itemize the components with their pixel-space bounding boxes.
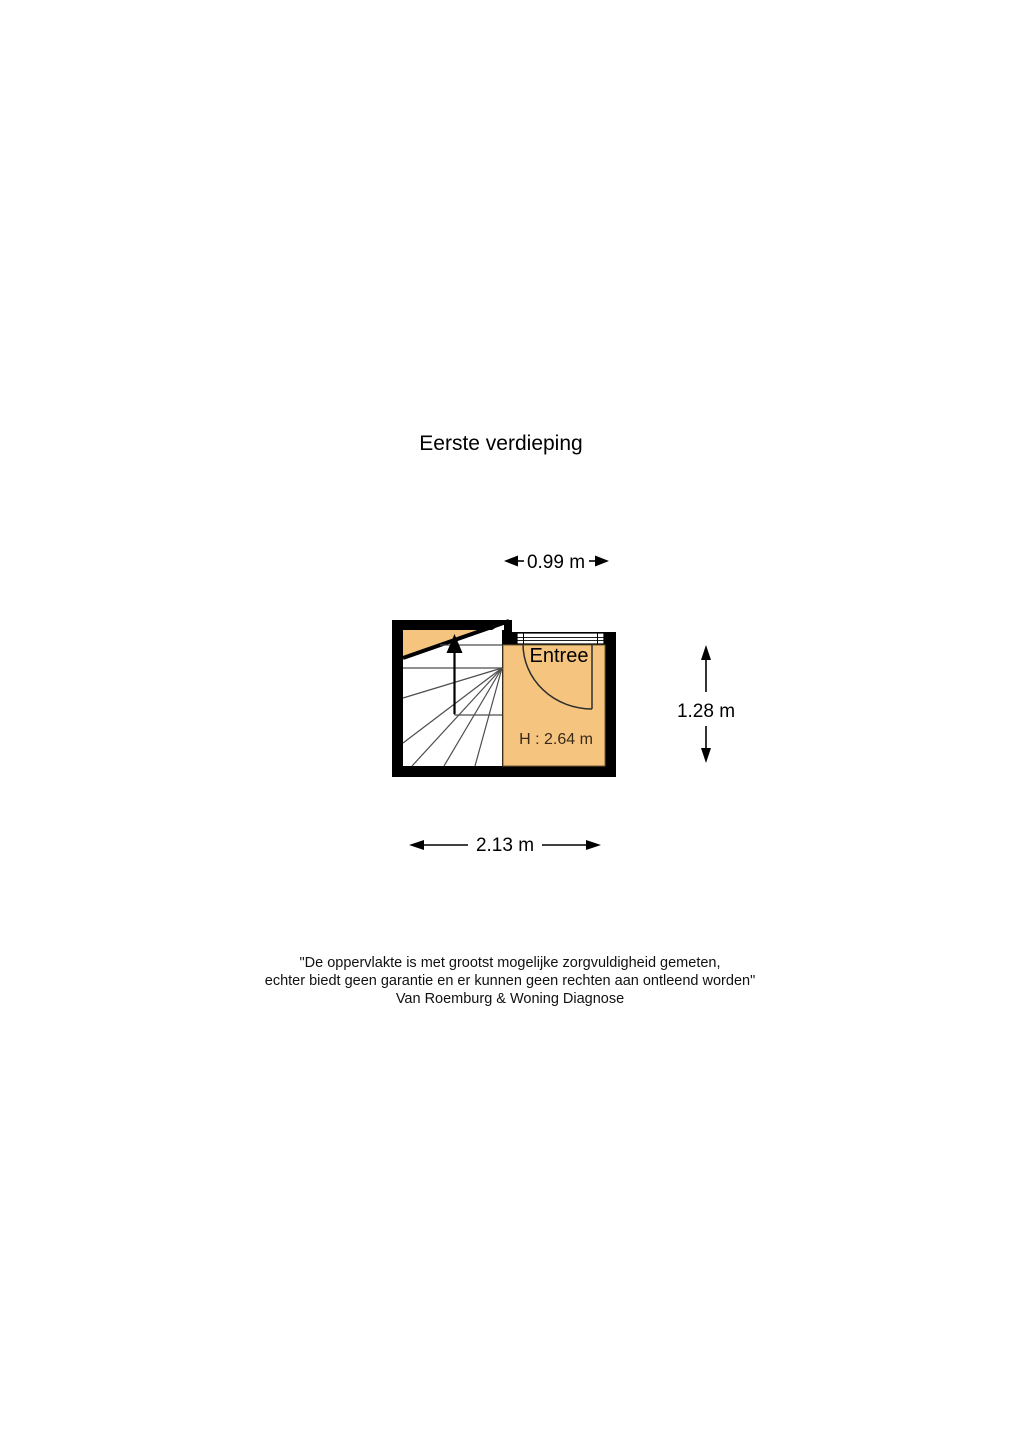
- ceiling-height-label: H : 2.64 m: [519, 731, 593, 748]
- dim-arrow-down-icon: [701, 748, 711, 763]
- dimension-right: [677, 645, 735, 763]
- dimension-top: [504, 552, 609, 573]
- floorplan-drawing: [392, 620, 616, 777]
- disclaimer-line-1: "De oppervlakte is met grootst mogelijke zorgvuldigheid gemeten,: [299, 955, 721, 971]
- dim-arrow-up-icon: [701, 645, 711, 660]
- dimension-right-label: 1.28 m: [676, 701, 736, 722]
- dimension-bottom-label: 2.13 m: [475, 835, 535, 856]
- dim-arrow-left-icon: [409, 840, 424, 850]
- disclaimer-line-2: echter biedt geen garantie en er kunnen geen rechten aan ontleend worden": [264, 973, 756, 989]
- disclaimer: [265, 955, 755, 1007]
- room-label: Entree: [529, 645, 589, 667]
- dimension-bottom: [409, 835, 601, 856]
- window-frame: [517, 633, 604, 644]
- dimension-top-label: 0.99 m: [526, 552, 586, 573]
- page-title: Eerste verdieping: [419, 432, 583, 455]
- dim-arrow-right-icon: [586, 840, 601, 850]
- window-icon: [517, 633, 604, 644]
- dim-arrow-left-icon: [504, 556, 518, 567]
- dim-arrow-right-icon: [595, 556, 609, 567]
- disclaimer-line-3: Van Roemburg & Woning Diagnose: [395, 991, 625, 1007]
